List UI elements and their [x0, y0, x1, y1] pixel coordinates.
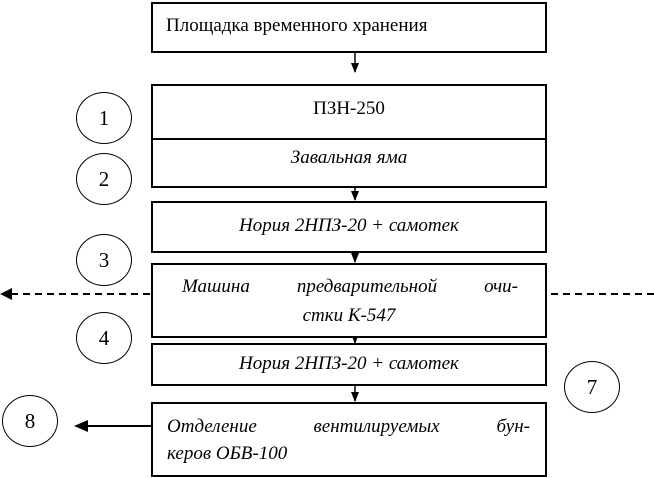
cleaner-line2: стки К-547: [302, 305, 396, 326]
marker-1: 1: [76, 92, 132, 144]
marker-7: 7: [564, 361, 620, 413]
cleaner-word: предварительной: [296, 276, 438, 297]
marker-4: 4: [76, 312, 132, 364]
bins-word: вентилируемых: [313, 416, 440, 437]
pzn-label: ПЗН-250: [313, 98, 385, 119]
cleaner-box: [151, 263, 547, 338]
noria1-label: Нория 2НПЗ-20 + самотек: [239, 215, 459, 236]
noria2-label: Нория 2НПЗ-20 + самотек: [239, 353, 459, 374]
marker-3: 3: [76, 234, 132, 286]
bins-box: [151, 402, 547, 477]
cleaner-word: Машина: [182, 276, 250, 297]
cleaner-line1: [182, 276, 518, 298]
arrow-bins-8-head: [74, 420, 88, 432]
bins-line2: керов ОБВ-100: [167, 443, 288, 464]
marker-2: 2: [76, 153, 132, 205]
bins-word: Отделение: [167, 416, 257, 437]
bins-word: бун-: [496, 416, 530, 437]
storage-label: Площадка временного хранения: [166, 15, 428, 36]
marker-8: 8: [2, 395, 58, 447]
pit-label: Завальная яма: [290, 147, 408, 168]
bins-line1: [167, 416, 530, 438]
dashed-output-arrowhead: [0, 288, 12, 300]
pzn-pit-divider: [151, 138, 547, 140]
cleaner-word: очи-: [484, 276, 518, 297]
